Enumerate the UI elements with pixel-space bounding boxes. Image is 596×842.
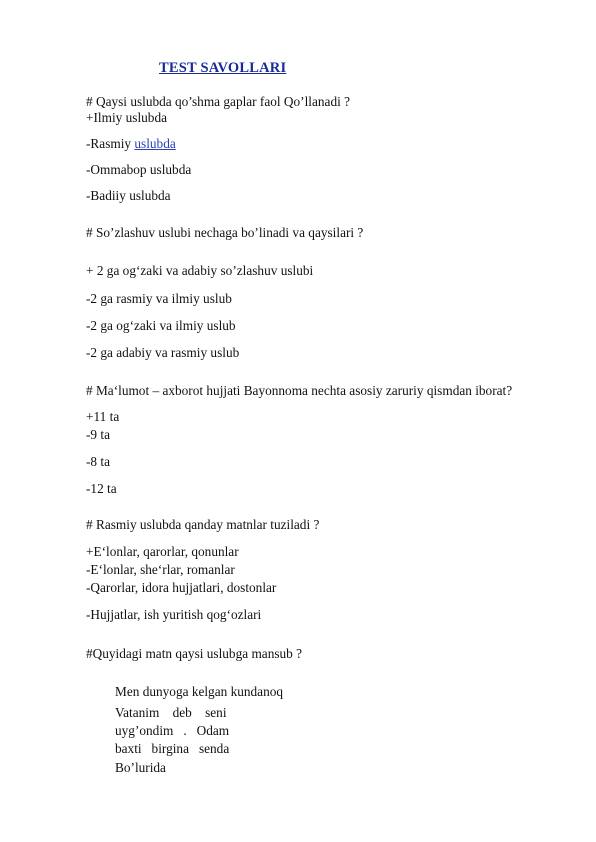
uslubda-link[interactable]: uslubda [134,136,176,151]
answer-1-3: -Ommabop uslubda [86,162,192,177]
answer-2-1: + 2 ga og‘zaki va adabiy so’zlashuv uslubi [86,263,314,278]
question-4: # Rasmiy uslubda qanday matnlar tuziladi ? [86,517,320,532]
answer-2-3: -2 ga og‘zaki va ilmiy uslub [86,318,236,333]
poem-line-1: Men dunyoga kelgan kundanoq [115,684,284,699]
answer-2-4: -2 ga adabiy va rasmiy uslub [86,345,240,360]
answer-1-4: -Badiiy uslubda [86,188,171,203]
answer-4-1: +E‘lonlar, qarorlar, qonunlar [86,544,239,559]
poem-line-5: Bo’lurida [115,760,166,775]
poem-line-3: uyg’ondim . Odam [115,723,230,738]
answer-2-2: -2 ga rasmiy va ilmiy uslub [86,291,232,306]
answer-4-2: -E‘lonlar, she‘rlar, romanlar [86,562,235,577]
answer-1-2 [86,136,176,152]
question-3: # Ma‘lumot – axborot hujjati Bayonnoma nechta asosiy zaruriy qismdan iborat? [86,383,513,398]
answer-3-1: +11 ta [86,409,120,424]
poem-line-2: Vatanim deb seni [115,705,227,720]
answer-4-4: -Hujjatlar, ish yuritish qog‘ozlari [86,607,262,622]
answer-3-3: -8 ta [86,454,110,469]
page-title: TEST SAVOLLARI [159,60,287,76]
question-1: # Qaysi uslubda qo’shma gaplar faol Qo’llanadi ? [86,94,351,109]
answer-1-1: +Ilmiy uslubda [86,110,167,125]
answer-3-4: -12 ta [86,481,117,496]
answer-4-3: -Qarorlar, idora hujjatlari, dostonlar [86,580,277,595]
question-5: #Quyidagi matn qaysi uslubga mansub ? [86,646,303,661]
answer-1-2-prefix: -Rasmiy [86,136,135,151]
poem-line-4: baxti birgina senda [115,741,230,756]
question-2: # So’zlashuv uslubi nechaga bo’linadi va qaysilari ? [86,225,364,240]
answer-3-2: -9 ta [86,427,110,442]
